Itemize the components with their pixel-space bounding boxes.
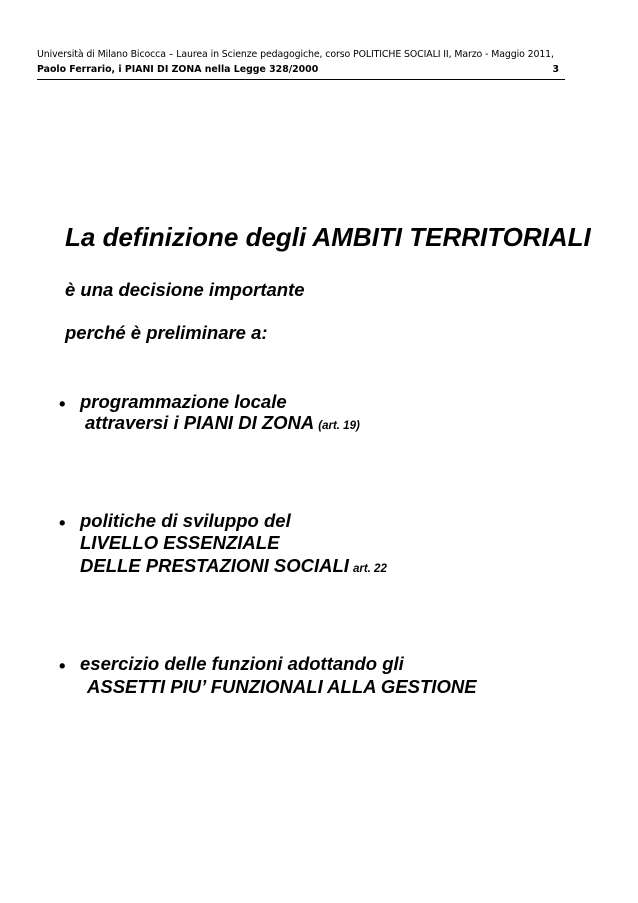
bullet-marker: • (59, 393, 66, 414)
page-number: 3 (552, 64, 559, 75)
intro-line-1: è una decisione importante (65, 279, 305, 300)
item-3-line-1: esercizio delle funzioni adottando gli (80, 653, 404, 674)
item-2-article-ref: art. 22 (352, 563, 387, 575)
page-header (37, 49, 565, 80)
header-author-title: Paolo Ferrario, i PIANI DI ZONA nella Legge 328/2000 (37, 64, 319, 75)
slide-title: La definizione degli AMBITI TERRITORIALI (65, 222, 591, 252)
item-2-line-1: politiche di sviluppo del (80, 510, 291, 531)
bullet-marker: • (59, 512, 66, 533)
bullet-marker: • (59, 655, 66, 676)
item-2-line-2: LIVELLO ESSENZIALE (80, 532, 280, 553)
intro-line-2: perché è preliminare a: (65, 322, 268, 343)
item-1-line-1: programmazione locale (80, 391, 287, 412)
item-1-line-2 (85, 412, 360, 434)
item-1-text: attraversi i PIANI DI ZONA (85, 412, 315, 433)
item-1-article-ref: (art. 19) (318, 420, 360, 432)
item-2-line-3 (80, 555, 387, 577)
header-course-info: Università di Milano Bicocca – Laurea in Scienze pedagogiche, corso POLITICHE SOCIALI II, Marzo - Maggio 2011, (37, 49, 554, 60)
item-3-line-2: ASSETTI PIU’ FUNZIONALI ALLA GESTIONE (87, 676, 477, 697)
item-2-text: DELLE PRESTAZIONI SOCIALI (80, 555, 349, 576)
